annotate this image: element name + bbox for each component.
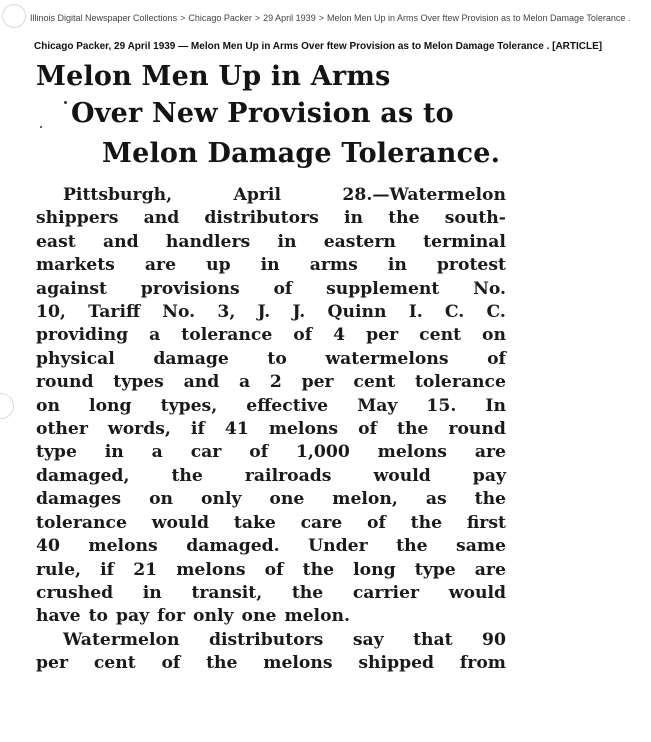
breadcrumb-item-issue[interactable]: 29 April 1939	[263, 13, 316, 23]
breadcrumb-bar	[0, 0, 651, 34]
home-circle-icon[interactable]	[2, 4, 26, 28]
article-body	[36, 184, 506, 676]
breadcrumb-separator: >	[180, 13, 186, 23]
body-line: type in a car of 1,000 melons are	[36, 442, 506, 463]
body-line: crushed in transit, the carrier would	[36, 582, 506, 603]
article-clipping-image	[0, 56, 651, 742]
breadcrumb	[30, 13, 630, 23]
body-line: tolerance would take care of the first	[36, 512, 506, 533]
body-line: shippers and distributors in the south-	[36, 208, 506, 229]
print-speck	[40, 126, 42, 128]
headline-line-3: Melon Damage Tolerance.	[102, 138, 501, 169]
body-line: on long types, effective May 15. In	[36, 395, 506, 416]
breadcrumb-item-collections[interactable]: Illinois Digital Newspaper Collections	[30, 13, 178, 23]
body-line: damages on only one melon, as the	[36, 489, 506, 510]
breadcrumb-item-publication[interactable]: Chicago Packer	[188, 13, 252, 23]
breadcrumb-separator: >	[254, 13, 261, 23]
body-line: providing a tolerance of 4 per cent on	[36, 325, 506, 346]
body-line: round types and a 2 per cent tolerance	[36, 372, 506, 393]
body-line: other words, if 41 melons of the round	[36, 419, 506, 440]
print-speck	[64, 101, 67, 104]
body-line: per cent of the melons shipped from	[36, 653, 506, 674]
body-line: damaged, the railroads would pay	[36, 465, 506, 486]
article-caption: Chicago Packer, 29 April 1939 — Melon Men Up in Arms Over ftew Provision as to Melon Damage Tolerance . [ARTICLE]	[34, 41, 603, 52]
breadcrumb-item-article: Melon Men Up in Arms Over ftew Provision as to Melon Damage Tolerance .	[326, 13, 631, 23]
breadcrumb-separator: >	[318, 13, 324, 23]
body-line: Pittsburgh, April 28.—Watermelon	[63, 185, 506, 205]
body-line: have to pay for only one melon.	[36, 606, 351, 627]
headline-line-2: Over New Provision as to	[71, 98, 454, 129]
body-line: 40 melons damaged. Under the same	[36, 536, 506, 557]
body-line: Watermelon distributors say that 90	[63, 629, 506, 650]
body-line: markets are up in arms in protest	[36, 255, 506, 276]
body-line: rule, if 21 melons of the long type are	[36, 559, 506, 580]
body-line: against provisions of supplement No.	[36, 278, 506, 299]
body-line: 10, Tariff No. 3, J. J. Quinn I. C. C.	[36, 302, 506, 323]
headline-line-1: Melon Men Up in Arms	[36, 61, 391, 92]
body-line: physical damage to watermelons of	[36, 348, 506, 369]
body-line: east and handlers in eastern terminal	[36, 231, 506, 252]
